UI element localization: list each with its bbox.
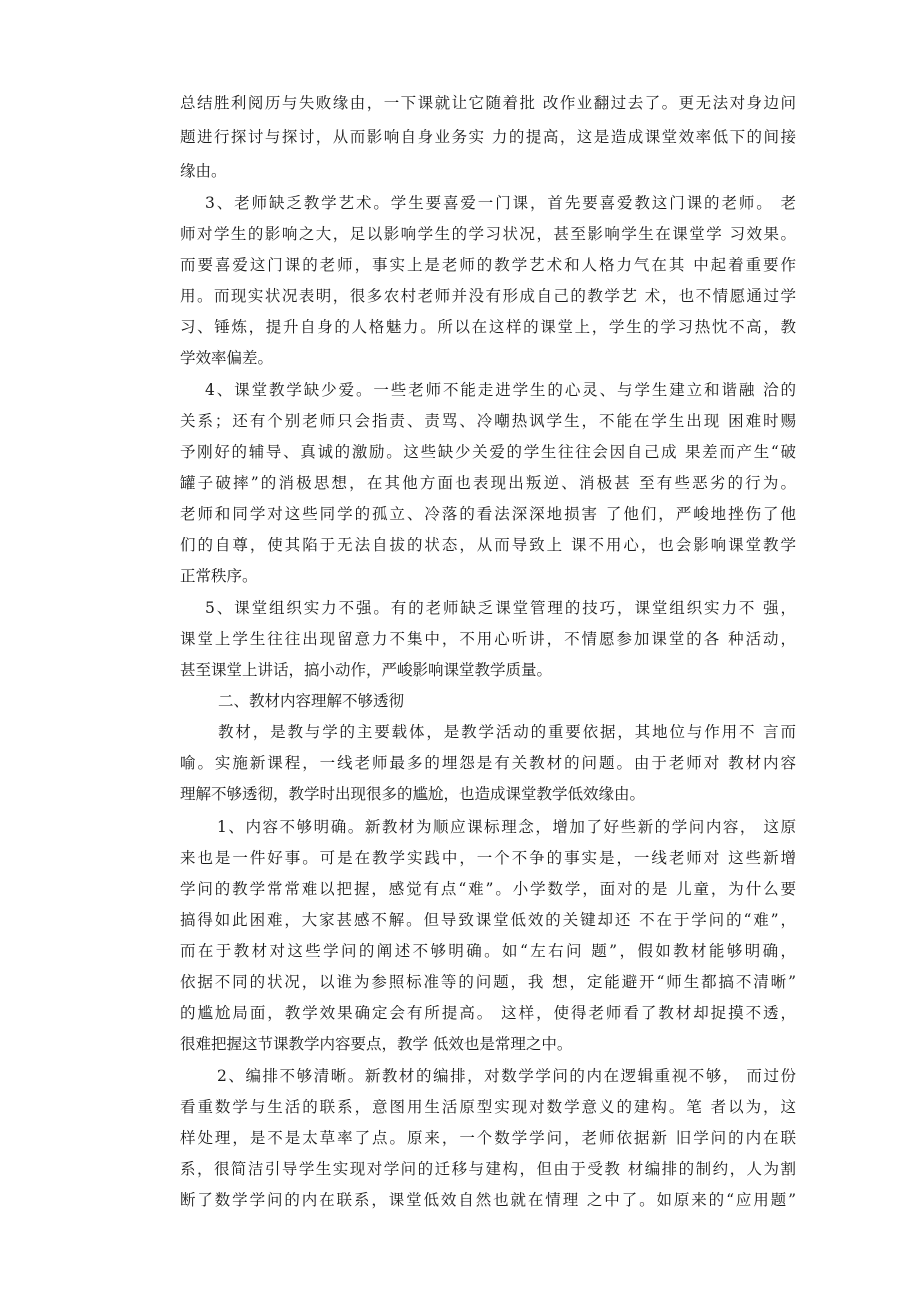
text-line: 依据不同的状况，以谁为参照标准等的问题，我 想，定能避开“师生都搞不清晰”: [180, 973, 796, 991]
text-line: 课堂上学生往往出现留意力不集中，不用心听讲，不情愿参加课堂的各 种活动，: [180, 630, 796, 648]
text-line: 老师和同学对这些同学的孤立、冷落的看法深深地损害 了他们，严峻地挫伤了他: [180, 505, 796, 523]
text-line: 喻。实施新课程，一线老师最多的埋怨是有关教材的问题。由于老师对 教材内容: [180, 754, 796, 772]
text-line: 很难把握这节课教学内容要点，教学 低效也是常理之中。: [180, 1035, 573, 1053]
text-line: 2、编排不够清晰。新教材的编排，对数学学问的内在逻辑重视不够， 而过份: [217, 1067, 796, 1085]
text-line: 习、锤炼，提升自身的人格魅力。所以在这样的课堂上，学生的学习热忱不高，教: [180, 318, 796, 336]
text-line: 缘由。: [180, 162, 227, 180]
text-line: 理解不够透彻，教学时出现很多的尴尬，也造成课堂教学低效缘由。: [180, 785, 646, 803]
text-line: 而要喜爱这门课的老师，事实上是老师的教学艺术和人格力气在其 中起着重要作: [180, 256, 796, 274]
text-line: 系，很简洁引导学生实现对学问的迁移与建构，但由于受教 材编排的制约，人为割: [180, 1160, 796, 1178]
text-line: 予刚好的辅导、真诚的激励。这些缺少关爱的学生往往会因自己成 果差而产生“破: [180, 443, 796, 461]
text-line: 学效率偏差。: [180, 349, 274, 367]
text-line: 用。而现实状况表明，很多农村老师并没有形成自己的教学艺 术，也不情愿通过学: [180, 287, 796, 305]
text-line: 来也是一件好事。可是在教学实践中，一个不争的事实是，一线老师对 这些新增: [180, 849, 796, 867]
text-line: 总结胜利阅历与失败缘由，一下课就让它随着批 改作业翻过去了。更无法对身边问: [180, 94, 796, 112]
text-line: 学问的教学常常难以把握，感觉有点“难”。小学数学，面对的是 儿童，为什么要: [180, 880, 796, 898]
text-line: 搞得如此困难，大家甚感不解。但导致课堂低效的关键却还 不在于学问的“难”，: [180, 911, 796, 929]
text-line: 看重数学与生活的联系，意图用生活原型实现对数学意义的建构。笔 者以为，这: [180, 1098, 796, 1116]
text-line: 师对学生的影响之大，足以影响学生的学习状况，甚至影响学生在课堂学 习效果。: [180, 225, 796, 243]
section-heading: 二、教材内容理解不够透彻: [218, 692, 405, 710]
text-line: 教材，是教与学的主要载体，是教学活动的重要依据，其地位与作用不 言而: [218, 723, 796, 741]
text-line: 5、课堂组织实力不强。有的老师缺乏课堂管理的技巧，课堂组织实力不 强，: [205, 599, 796, 617]
text-line: 断了数学学问的内在联系，课堂低效自然也就在情理 之中了。如原来的“应用题”: [180, 1191, 796, 1209]
text-line: 样处理，是不是太草率了点。原来，一个数学学问，老师依据新 旧学问的内在联: [180, 1129, 796, 1147]
text-line: 正常秩序。: [180, 567, 258, 585]
text-line: 3、老师缺乏教学艺术。学生要喜爱一门课，首先要喜爱教这门课的老师。 老: [205, 194, 796, 212]
text-line: 题进行探讨与探讨，从而影响自身业务实 力的提高，这是造成课堂效率低下的间接: [180, 128, 796, 146]
text-line: 而在于教材对这些学问的阐述不够明确。如“左右问 题”，假如教材能够明确，: [180, 942, 796, 960]
text-line: 4、课堂教学缺少爱。一些老师不能走进学生的心灵、与学生建立和谐融 洽的: [205, 381, 796, 399]
text-line: 罐子破摔”的消极思想，在其他方面也表现出叛逆、消极甚 至有些恶劣的行为。: [180, 474, 796, 492]
text-line: 1、内容不够明确。新教材为顺应课标理念，增加了好些新的学问内容， 这原: [217, 818, 796, 836]
text-line: 的尴尬局面，教学效果确定会有所提高。 这样，使得老师看了教材却捉摸不透，: [180, 1004, 796, 1022]
text-line: 们的自尊，使其陷于无法自拔的状态，从而导致上 课不用心，也会影响课堂教学: [180, 536, 796, 554]
text-line: 关系；还有个别老师只会指责、责骂、冷嘲热讽学生，不能在学生出现 困难时赐: [180, 412, 796, 430]
text-line: 甚至课堂上讲话，搞小动作，严峻影响课堂教学质量。: [180, 661, 553, 679]
